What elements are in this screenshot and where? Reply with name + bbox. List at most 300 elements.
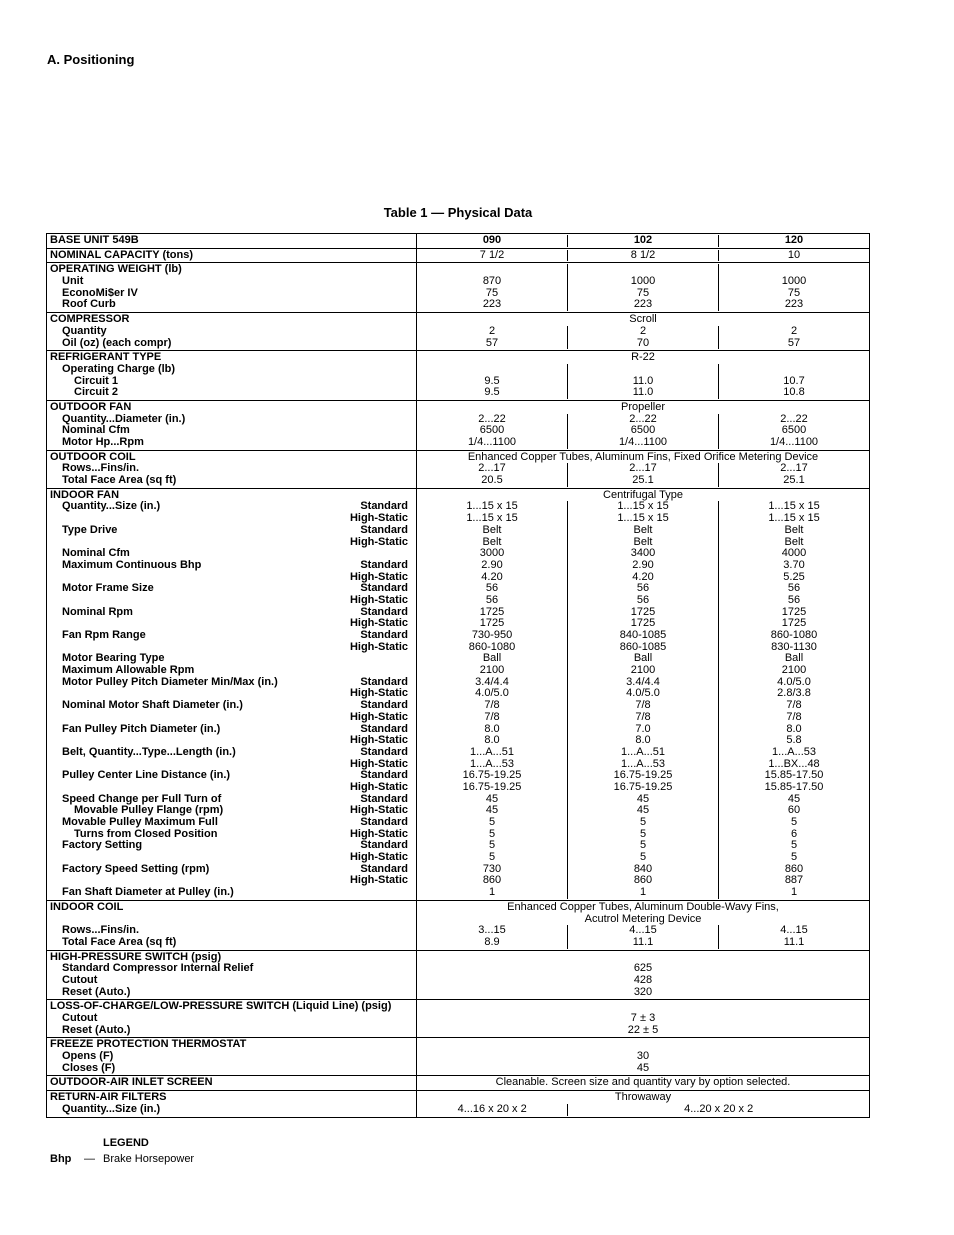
value-cell: 1...15 x 15 xyxy=(466,512,518,525)
label-text: Reset (Auto.) xyxy=(62,985,131,998)
label-line xyxy=(50,402,416,414)
value-cell: 4000 xyxy=(718,548,869,560)
label-variant: High-Static xyxy=(349,874,408,887)
value-row xyxy=(417,326,869,338)
value-cell: 1...A...51 xyxy=(567,747,718,759)
section-values xyxy=(417,263,869,312)
section-values xyxy=(417,313,869,350)
value-cell: 16.75-19.25 xyxy=(462,769,522,782)
label-variant: High-Static xyxy=(349,780,408,793)
section-values xyxy=(417,951,869,1000)
section-values xyxy=(417,1000,869,1037)
value-cell: 730-950 xyxy=(471,629,513,641)
section-values xyxy=(417,489,869,900)
label-variant xyxy=(408,665,416,677)
value-cell: 9.5 xyxy=(484,374,500,387)
label-variant: Standard xyxy=(360,862,408,875)
label-text: Unit xyxy=(62,275,84,288)
section-labels xyxy=(47,1091,417,1116)
label-text: Nominal Cfm xyxy=(62,547,130,560)
label-text: OUTDOOR-AIR INLET SCREEN xyxy=(50,1076,213,1089)
label-line xyxy=(50,235,416,247)
value-cell: 6500 xyxy=(479,424,505,437)
value-cell: 5 xyxy=(567,829,718,841)
spanning-value: 22 ± 5 xyxy=(627,1023,659,1036)
value-row xyxy=(417,595,869,607)
value-cell: 5.25 xyxy=(718,572,869,584)
label-variant: High-Static xyxy=(349,593,408,606)
label-variant xyxy=(408,288,416,300)
label-line xyxy=(50,852,416,864)
value-cell: 60 xyxy=(718,805,869,817)
label-variant xyxy=(408,902,416,914)
value-cell: 20.5 xyxy=(481,474,503,487)
value-cell: 102 xyxy=(567,235,718,247)
value-cell: 1725 xyxy=(718,607,869,619)
section-labels xyxy=(47,489,417,900)
legend-abbreviation: Bhp xyxy=(50,1153,72,1165)
label-text: Cutout xyxy=(62,973,98,986)
spanning-value: Enhanced Copper Tubes, Aluminum Fins, Fixed Orifice Metering Device xyxy=(467,450,819,463)
value-cell: 1...15 x 15 xyxy=(567,501,718,513)
label-variant: High-Static xyxy=(349,512,408,525)
label-variant xyxy=(408,314,416,326)
label-text: Cutout xyxy=(62,1012,98,1024)
label-variant: Standard xyxy=(360,816,408,828)
label-text: Fan Pulley Pitch Diameter (in.) xyxy=(62,722,221,735)
value-cell: 1/4...1100 xyxy=(567,437,718,449)
value-cell: 9.5 xyxy=(484,386,500,399)
table-section xyxy=(47,900,869,950)
value-cell: 4...16 x 20 x 2 xyxy=(457,1102,527,1115)
spanning-value: 625 xyxy=(633,962,653,975)
section-labels xyxy=(47,1038,417,1075)
value-cell: 7/8 xyxy=(567,700,718,712)
value-cell: 2.90 xyxy=(481,558,503,571)
label-variant: Standard xyxy=(360,769,408,782)
value-cell: 223 xyxy=(567,299,718,311)
spanning-value: 320 xyxy=(633,985,653,998)
value-cell: 1 xyxy=(567,887,718,899)
value-row xyxy=(417,852,869,864)
label-text: Speed Change per Full Turn of xyxy=(62,792,222,805)
label-line xyxy=(50,1077,416,1089)
value-cell: 56 xyxy=(718,595,869,607)
value-row xyxy=(417,747,869,759)
label-variant xyxy=(408,276,416,288)
label-text: Maximum Continuous Bhp xyxy=(62,558,202,571)
value-cell: 2...22 xyxy=(567,414,718,426)
label-variant: High-Static xyxy=(349,804,408,817)
value-cell: 16.75-19.25 xyxy=(567,782,718,794)
value-cell: 75 xyxy=(718,288,869,300)
section-labels xyxy=(47,313,417,350)
value-cell: 860 xyxy=(718,864,869,876)
label-variant xyxy=(408,1077,416,1089)
value-cell: 75 xyxy=(567,288,718,300)
label-variant: High-Static xyxy=(349,851,408,864)
value-cell: 3400 xyxy=(567,548,718,560)
value-cell: 3.70 xyxy=(718,560,869,572)
section-values xyxy=(417,901,869,950)
value-cell: 860-1080 xyxy=(468,640,516,653)
value-cell: 1...15 x 15 xyxy=(466,500,518,513)
spanning-value: 30 xyxy=(636,1050,650,1063)
label-text: Circuit 1 xyxy=(74,374,119,387)
value-cell: 120 xyxy=(718,235,869,247)
label-line xyxy=(50,525,416,537)
value-cell: 11.0 xyxy=(567,376,718,388)
value-cell: 1...A...53 xyxy=(469,757,515,770)
value-cell: 45 xyxy=(567,805,718,817)
label-line xyxy=(50,338,416,350)
spanning-value: Centrifugal Type xyxy=(603,488,683,501)
label-variant xyxy=(408,914,416,926)
spanning-value: Throwaway xyxy=(614,1091,672,1104)
label-text: Oil (oz) (each compr) xyxy=(62,336,172,349)
legend-dash: — xyxy=(84,1153,95,1165)
label-variant xyxy=(408,326,416,338)
label-variant xyxy=(408,463,416,475)
value-cell: Ball xyxy=(567,653,718,665)
value-cell: 1...A...53 xyxy=(718,747,869,759)
label-line xyxy=(50,975,416,987)
value-cell: 2100 xyxy=(567,665,718,677)
label-variant: Standard xyxy=(360,839,408,852)
value-cell: 8.9 xyxy=(484,935,500,948)
label-variant xyxy=(408,250,416,262)
label-text xyxy=(50,595,350,607)
value-cell: 6500 xyxy=(718,425,869,437)
label-text: Quantity xyxy=(62,324,107,337)
label-variant: Standard xyxy=(360,605,408,618)
value-cell: 1000 xyxy=(567,276,718,288)
label-line xyxy=(50,782,416,794)
label-variant xyxy=(408,414,416,426)
section-labels xyxy=(47,451,417,488)
value-cell: Ball xyxy=(718,653,869,665)
value-cell: 2...17 xyxy=(718,463,869,475)
label-text: Quantity...Diameter (in.) xyxy=(62,412,186,425)
value-cell: 57 xyxy=(485,336,499,349)
label-variant xyxy=(408,490,416,502)
section-values xyxy=(417,401,869,450)
value-row xyxy=(417,560,869,572)
value-row xyxy=(417,338,869,350)
label-text: Quantity...Size (in.) xyxy=(62,1102,161,1115)
table-section xyxy=(47,950,869,1000)
value-cell: 45 xyxy=(485,792,499,805)
value-cell: 1725 xyxy=(718,618,869,630)
label-text: Total Face Area (sq ft) xyxy=(62,474,177,487)
value-cell: 11.0 xyxy=(567,387,718,399)
value-row xyxy=(417,475,869,487)
value-cell: 1...A...51 xyxy=(469,745,515,758)
value-cell: 4.20 xyxy=(567,572,718,584)
value-cell: 4.0/5.0 xyxy=(567,688,718,700)
label-variant xyxy=(408,452,416,464)
label-variant: Standard xyxy=(360,745,408,758)
label-text: Factory Speed Setting (rpm) xyxy=(62,862,210,875)
label-line xyxy=(50,276,416,288)
value-cell: 25.1 xyxy=(718,475,869,487)
value-cell: 870 xyxy=(482,275,502,288)
spanning-value: Propeller xyxy=(620,400,666,413)
label-line xyxy=(50,963,416,975)
value-cell: 1...BX...48 xyxy=(718,759,869,771)
label-line xyxy=(50,1025,416,1037)
section-labels xyxy=(47,263,417,312)
legend-title: LEGEND xyxy=(103,1137,149,1149)
value-cell: 4.0/5.0 xyxy=(718,677,869,689)
label-text: LOSS-OF-CHARGE/LOW-PRESSURE SWITCH (Liquid Line) (psig) xyxy=(50,1000,392,1013)
label-variant xyxy=(408,376,416,388)
label-line xyxy=(50,630,416,642)
unit-header-row xyxy=(417,235,869,247)
value-row xyxy=(417,937,869,949)
value-cell: 887 xyxy=(718,875,869,887)
label-text: INDOOR COIL xyxy=(50,900,124,913)
label-text: Movable Pulley Flange (rpm) xyxy=(74,804,224,817)
label-line xyxy=(50,364,416,376)
value-row xyxy=(417,1104,869,1116)
value-cell: 223 xyxy=(718,299,869,311)
value-row xyxy=(417,525,869,537)
value-cell: 56 xyxy=(567,595,718,607)
table-section xyxy=(47,450,869,488)
label-variant: Standard xyxy=(360,675,408,688)
spanning-value: 428 xyxy=(633,973,653,986)
label-text: Closes (F) xyxy=(62,1061,116,1074)
value-cell: 7/8 xyxy=(484,710,500,723)
value-cell: 5 xyxy=(488,827,496,840)
value-cell: 56 xyxy=(718,583,869,595)
label-variant: Standard xyxy=(360,523,408,536)
label-line xyxy=(50,1013,416,1025)
value-cell: 16.75-19.25 xyxy=(567,770,718,782)
value-cell: 5.8 xyxy=(718,735,869,747)
label-line xyxy=(50,1104,416,1116)
label-text: Standard Compressor Internal Relief xyxy=(62,962,254,975)
label-variant xyxy=(408,1025,416,1037)
label-variant xyxy=(408,352,416,364)
label-variant xyxy=(408,975,416,987)
value-cell: 7/8 xyxy=(718,700,869,712)
label-line xyxy=(50,712,416,724)
value-cell: 1...15 x 15 xyxy=(567,513,718,525)
value-cell: Belt xyxy=(567,525,718,537)
label-text: REFRIGERANT TYPE xyxy=(50,351,162,364)
value-cell: 1...A...53 xyxy=(567,759,718,771)
label-text: Belt, Quantity...Type...Length (in.) xyxy=(62,745,236,758)
section-values xyxy=(417,1076,869,1090)
value-cell: 4...15 xyxy=(718,925,869,937)
label-text xyxy=(50,782,350,794)
label-line xyxy=(50,987,416,999)
value-cell: 8 1/2 xyxy=(567,250,718,262)
value-cell: 840 xyxy=(567,864,718,876)
value-cell: 5 xyxy=(488,851,496,864)
label-variant: High-Static xyxy=(349,570,408,583)
section-labels xyxy=(47,1000,417,1037)
label-text: Pulley Center Line Distance (in.) xyxy=(62,769,231,782)
value-cell: Belt xyxy=(567,537,718,549)
value-cell: 4.0/5.0 xyxy=(475,687,509,700)
value-cell xyxy=(718,364,869,376)
label-text: Fan Shaft Diameter at Pulley (in.) xyxy=(62,886,234,899)
label-text: Movable Pulley Maximum Full xyxy=(62,816,218,828)
value-cell: 8.0 xyxy=(567,735,718,747)
value-cell: Belt xyxy=(718,525,869,537)
label-text: Fan Rpm Range xyxy=(62,629,146,641)
value-cell: 45 xyxy=(567,794,718,806)
value-cell: 8.0 xyxy=(484,722,500,735)
value-row xyxy=(417,387,869,399)
value-cell: 730 xyxy=(482,862,502,875)
value-cell: 56 xyxy=(485,593,499,606)
value-cell: 830-1130 xyxy=(718,642,869,654)
value-cell: 4...15 xyxy=(567,925,718,937)
value-row xyxy=(417,782,869,794)
label-line xyxy=(50,560,416,572)
label-line xyxy=(50,387,416,399)
label-variant: High-Static xyxy=(349,687,408,700)
value-cell: 11.1 xyxy=(718,937,869,949)
value-cell: 3...15 xyxy=(478,924,506,937)
label-variant: High-Static xyxy=(349,617,408,630)
section-labels xyxy=(47,1076,417,1090)
table-caption: Table 1 — Physical Data xyxy=(383,205,533,220)
label-text: Total Face Area (sq ft) xyxy=(62,935,177,948)
table-section xyxy=(47,1037,869,1075)
value-cell: Belt xyxy=(482,535,502,548)
label-variant: Standard xyxy=(360,582,408,595)
section-labels xyxy=(47,234,417,248)
label-text: Rows...Fins/in. xyxy=(62,462,140,475)
label-text xyxy=(50,852,350,864)
value-cell: 2...17 xyxy=(567,463,718,475)
value-row xyxy=(417,437,869,449)
legend-description: Brake Horsepower xyxy=(103,1153,195,1165)
label-variant xyxy=(408,235,416,247)
value-cell: 2...22 xyxy=(478,412,506,425)
value-cell: 45 xyxy=(485,804,499,817)
label-variant: Standard xyxy=(360,699,408,712)
value-cell: 2.8/3.8 xyxy=(718,688,869,700)
label-text: BASE UNIT 549B xyxy=(50,234,139,246)
label-line xyxy=(50,1063,416,1075)
section-values xyxy=(417,451,869,488)
label-variant xyxy=(408,1013,416,1025)
label-variant: Standard xyxy=(360,722,408,735)
value-cell: 15.85-17.50 xyxy=(718,770,869,782)
value-row xyxy=(417,364,869,376)
section-labels xyxy=(47,351,417,400)
section-labels xyxy=(47,951,417,1000)
table-section xyxy=(47,312,869,350)
label-variant xyxy=(408,338,416,350)
label-text: NOMINAL CAPACITY (tons) xyxy=(50,248,193,261)
value-cell: 11.1 xyxy=(567,937,718,949)
table-section xyxy=(47,262,869,312)
label-line xyxy=(50,264,416,276)
label-variant: High-Static xyxy=(349,827,408,840)
label-text: HIGH-PRESSURE SWITCH (psig) xyxy=(50,950,222,963)
label-line xyxy=(50,747,416,759)
value-cell: 70 xyxy=(567,338,718,350)
value-cell: 6 xyxy=(718,829,869,841)
label-line xyxy=(50,326,416,338)
label-variant: High-Static xyxy=(349,734,408,747)
value-cell: 1...15 x 15 xyxy=(718,501,869,513)
table-section xyxy=(47,248,869,263)
value-cell: 10.8 xyxy=(718,387,869,399)
label-text: COMPRESSOR xyxy=(50,313,130,326)
value-cell: 2 xyxy=(718,326,869,338)
label-variant xyxy=(408,952,416,964)
label-variant xyxy=(408,937,416,949)
value-cell: 1000 xyxy=(718,276,869,288)
value-cell: 2100 xyxy=(718,665,869,677)
label-text: Reset (Auto.) xyxy=(62,1023,131,1036)
label-text: Type Drive xyxy=(62,523,118,536)
value-cell xyxy=(417,364,567,376)
value-cell: 1 xyxy=(718,887,869,899)
label-line xyxy=(50,475,416,487)
label-variant xyxy=(408,387,416,399)
label-variant xyxy=(408,963,416,975)
value-row xyxy=(417,630,869,642)
value-cell: 860 xyxy=(567,875,718,887)
value-cell: 2100 xyxy=(479,664,505,677)
value-cell: 1/4...1100 xyxy=(467,436,517,448)
section-values xyxy=(417,1091,869,1116)
spanning-value: Scroll xyxy=(629,313,657,326)
section-labels xyxy=(47,249,417,263)
label-variant xyxy=(408,364,416,376)
section-labels xyxy=(47,901,417,950)
label-text: EconoMi$er IV xyxy=(62,286,138,299)
label-variant xyxy=(408,402,416,414)
table-section xyxy=(47,400,869,450)
label-variant xyxy=(408,437,416,449)
value-cell: 5 xyxy=(488,839,496,852)
label-line xyxy=(50,937,416,949)
value-cell: 2 xyxy=(567,326,718,338)
label-variant xyxy=(408,299,416,311)
value-cell: 2 xyxy=(488,324,496,337)
value-cell: 3.4/4.4 xyxy=(567,677,718,689)
value-cell: 5 xyxy=(567,852,718,864)
legend-row xyxy=(50,1153,194,1165)
value-cell: 5 xyxy=(567,817,718,829)
table-section xyxy=(47,1075,869,1090)
label-text: OUTDOOR FAN xyxy=(50,400,132,413)
value-cell: Ball xyxy=(482,652,502,665)
label-text: OPERATING WEIGHT (lb) xyxy=(50,263,182,276)
label-text: Maximum Allowable Rpm xyxy=(62,664,195,677)
section-values xyxy=(417,351,869,400)
value-cell: 3000 xyxy=(479,547,505,560)
value-cell: 10.7 xyxy=(718,376,869,388)
label-variant: Standard xyxy=(360,629,408,641)
value-cell: 2.90 xyxy=(567,560,718,572)
value-cell: 7/8 xyxy=(484,699,500,712)
label-line xyxy=(50,437,416,449)
label-text: Motor Pulley Pitch Diameter Min/Max (in.) xyxy=(62,675,278,688)
value-cell: 860-1080 xyxy=(718,630,869,642)
value-row xyxy=(417,250,869,262)
